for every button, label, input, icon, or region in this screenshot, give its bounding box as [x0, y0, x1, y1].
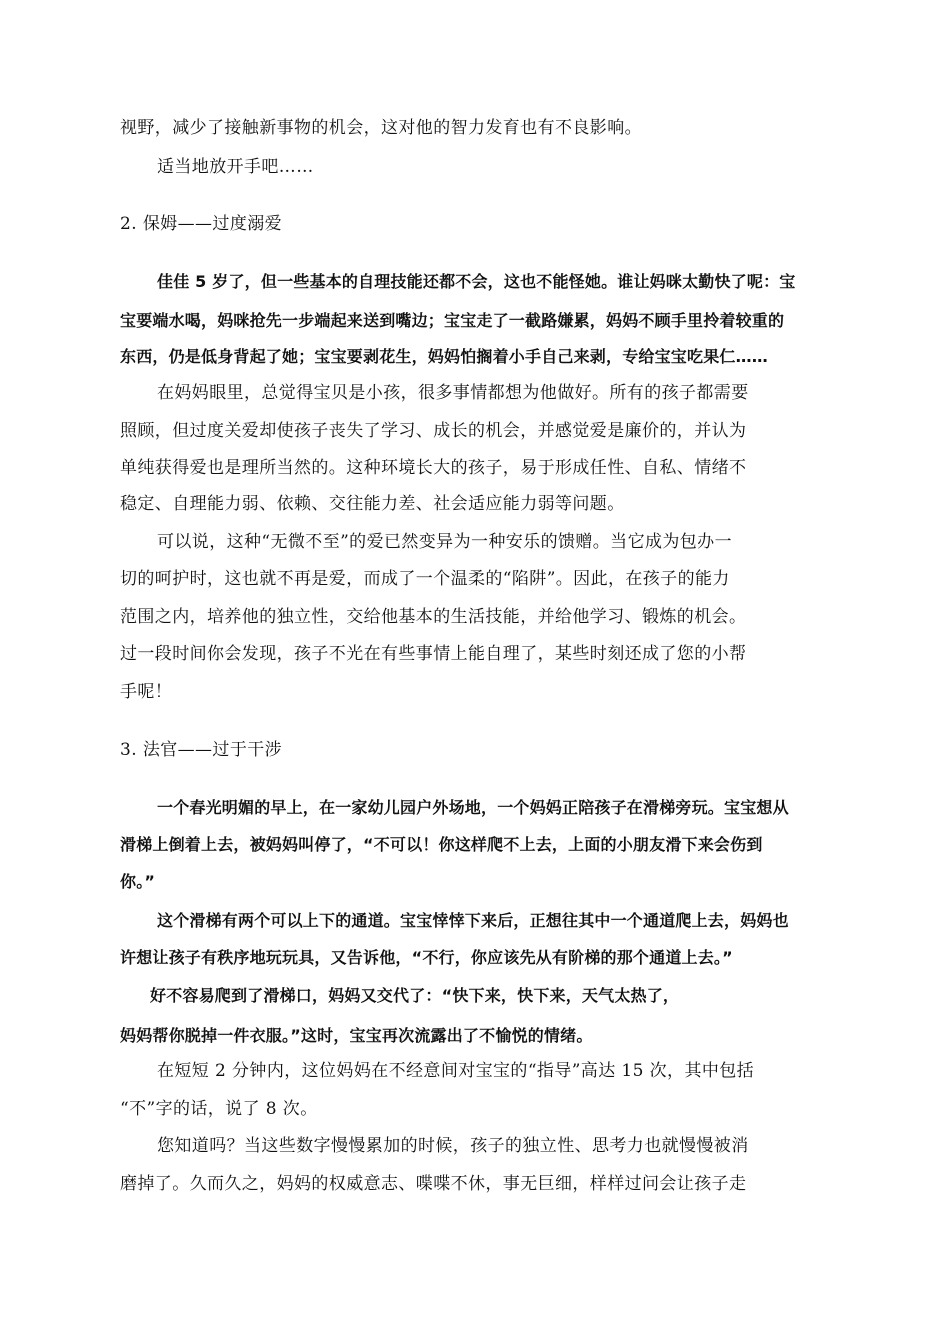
example-line: 东西，仍是低身背起了她；宝宝要剥花生，妈妈怕搁着小手自己来剥，专给宝宝吃果仁…… [120, 347, 769, 366]
paragraph-line: 您知道吗？当这些数字慢慢累加的时候，孩子的独立性、思考力也就慢慢被消 [157, 1136, 749, 1156]
paragraph-line: 可以说，这种“无微不至”的爱已然变异为一种安乐的馈赠。当它成为包办一 [157, 532, 732, 552]
paragraph-line: 切的呵护时，这也就不再是爱，而成了一个温柔的“陷阱”。因此，在孩子的能力 [120, 569, 730, 589]
paragraph-line: 在妈妈眼里，总觉得宝贝是小孩，很多事情都想为他做好。所有的孩子都需要 [157, 383, 749, 403]
example-line: 一个春光明媚的早上，在一家幼儿园户外场地，一个妈妈正陪孩子在滑梯旁玩。宝宝想从 [157, 798, 789, 817]
paragraph-line: 照顾，但过度关爱却使孩子丧失了学习、成长的机会，并感觉爱是廉价的，并认为 [120, 421, 747, 441]
example-line: 宝要端水喝，妈咪抢先一步端起来送到嘴边；宝宝走了一截路嫌累，妈妈不顾手里拎着较重的 [120, 311, 785, 330]
paragraph-line: 手呢！ [120, 682, 173, 702]
paragraph-line: 磨掉了。久而久之，妈妈的权威意志、喋喋不休，事无巨细，样样过问会让孩子走 [120, 1174, 747, 1194]
example-line: 妈妈帮你脱掉一件衣服。”这时，宝宝再次流露出了不愉悦的情绪。 [120, 1026, 593, 1045]
example-line: 这个滑梯有两个可以上下的通道。宝宝悻悻下来后，正想往其中一个通道爬上去，妈妈也 [157, 911, 789, 930]
example-line: 好不容易爬到了滑梯口，妈妈又交代了：“快下来，快下来，天气太热了， [150, 986, 680, 1005]
section-heading: 3. 法官——过于干涉 [120, 740, 283, 760]
paragraph-line: 范围之内，培养他的独立性，交给他基本的生活技能，并给他学习、锻炼的机会。 [120, 607, 747, 627]
paragraph-line: 视野，减少了接触新事物的机会，这对他的智力发育也有不良影响。 [120, 118, 642, 138]
section-heading: 2. 保姆——过度溺爱 [120, 214, 283, 234]
paragraph-line: 过一段时间你会发现，孩子不光在有些事情上能自理了，某些时刻还成了您的小帮 [120, 644, 747, 664]
paragraph-line: 稳定、自理能力弱、依赖、交往能力差、社会适应能力弱等问题。 [120, 494, 625, 514]
paragraph-line: 单纯获得爱也是理所当然的。这种环境长大的孩子，易于形成任性、自私、情绪不 [120, 458, 747, 478]
paragraph-line: “不”字的话，说了 8 次。 [120, 1099, 318, 1119]
paragraph-line: 适当地放开手吧…… [157, 157, 314, 177]
example-line: 许想让孩子有秩序地玩玩具，又告诉他，“不行，你应该先从有阶梯的那个通道上去。” [120, 948, 733, 967]
example-line: 佳佳 5 岁了，但一些基本的自理技能还都不会，这也不能怪她。谁让妈咪太勤快了呢：宝 [157, 272, 796, 291]
example-line: 你。” [120, 872, 156, 891]
paragraph-line: 在短短 2 分钟内，这位妈妈在不经意间对宝宝的“指导”高达 15 次，其中包括 [157, 1061, 755, 1081]
example-line: 滑梯上倒着上去，被妈妈叫停了，“不可以！你这样爬不上去，上面的小朋友滑下来会伤到 [120, 835, 763, 854]
